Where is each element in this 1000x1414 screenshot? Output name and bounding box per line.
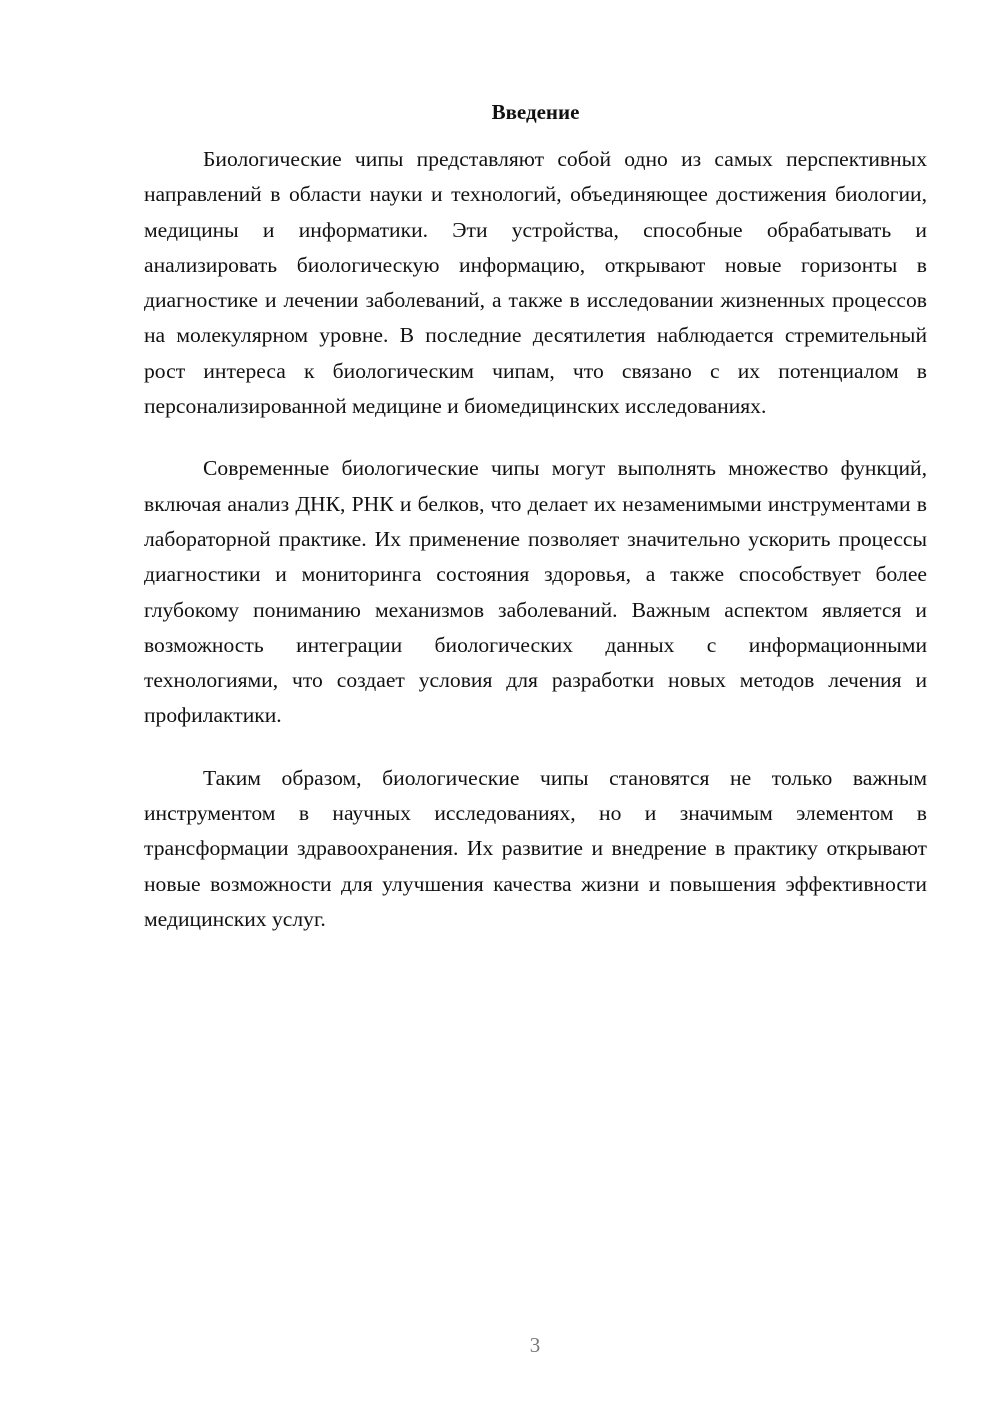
paragraph-1: Биологические чипы представляют собой одно из самых перспективных направлений в области науки и технологий, объединяющее достижения биологии, медицины и информатики. Эти устройства, способные обрабатывать и анализировать биологическую информацию, открывают новые горизонты в диагностике и лечении заболеваний, а также в исследовании жизненных процессов на молекулярном уровне. В последние десятилетия наблюдается стремительный рост интереса к биологическим чипам, что связано с их потенциалом в персонализированной медицине и биомедицинских исследованиях. <box>144 147 927 419</box>
paragraph-2: Современные биологические чипы могут выполнять множество функций, включая анализ ДНК, РНК и белков, что делает их незаменимыми инструментами в лабораторной практике. Их применение позволяет значительно ускорить процессы диагностики и мониторинга состояния здоровья, а также способствует более глубокому пониманию механизмов заболеваний. Важным аспектом является и возможность интеграции биологических данных с информационными технологиями, что создает условия для разработки новых методов лечения и профилактики. <box>144 456 927 728</box>
page-number: 3 <box>529 1333 541 1357</box>
body-text <box>144 142 927 964</box>
paragraph-3: Таким образом, биологические чипы становятся не только важным инструментом в научных исследованиях, но и значимым элементом в трансформации здравоохранения. Их развитие и внедрение в практику открывают новые возможности для улучшения качества жизни и повышения эффективности медицинских услуг. <box>144 765 927 931</box>
section-heading: Введение <box>491 100 580 124</box>
